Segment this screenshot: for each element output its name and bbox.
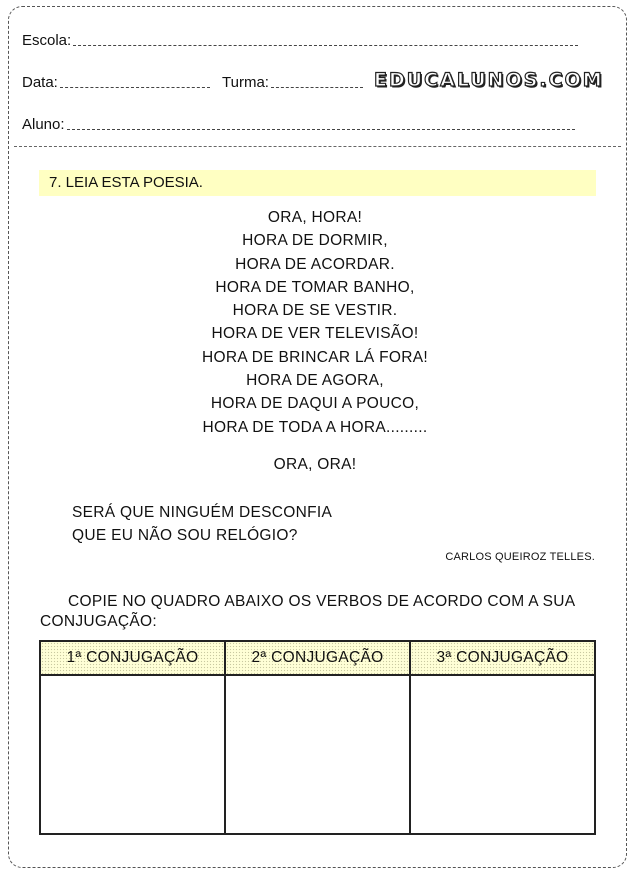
question-title: 7. LEIA ESTA POESIA. [39,170,596,196]
brand-logo: EDUCALUNOS.COM [374,69,604,91]
poem-line: HORA DE TOMAR BANHO, [215,278,415,296]
poem-line: HORA DE AGORA, [246,372,384,390]
poem-ending [72,502,332,547]
school-label: Escola: [22,32,72,49]
date-label: Data: [22,74,58,91]
class-input-line[interactable] [271,86,363,88]
answer-cell-first[interactable] [40,675,225,834]
header-second-conjugation: 2ª CONJUGAÇÃO [225,641,410,675]
poem-refrain: ORA, ORA! [273,456,357,473]
conjugation-table [39,640,596,835]
poem-line: HORA DE TODA A HORA......... [202,418,428,436]
poem-ending-line: SERÁ QUE NINGUÉM DESCONFIA [72,504,333,521]
poem-author: CARLOS QUEIROZ TELLES. [445,551,595,563]
poem-ending-line: QUE EU NÃO SOU RELÓGIO? [72,526,298,544]
class-label: Turma: [222,74,269,91]
header-third-conjugation: 3ª CONJUGAÇÃO [410,641,595,675]
poem-line: HORA DE DORMIR, [242,232,388,250]
poem-line: HORA DE BRINCAR LÁ FORA! [202,348,428,366]
poem-line: ORA, HORA! [267,209,363,226]
header-first-conjugation: 1ª CONJUGAÇÃO [40,641,225,675]
student-label: Aluno: [22,116,65,133]
header-separator [14,146,621,147]
student-field [22,116,575,133]
instruction-text: COPIE NO QUADRO ABAIXO OS VERBOS DE ACORDO COM A SUA CONJUGAÇÃO: [40,593,575,630]
school-field [22,32,578,49]
poem-line: HORA DE ACORDAR. [235,255,395,273]
school-input-line[interactable] [73,44,578,46]
answer-cell-second[interactable] [225,675,410,834]
student-input-line[interactable] [67,128,575,130]
poem-line: HORA DE VER TELEVISÃO! [211,325,419,343]
class-field [222,74,363,91]
date-input-line[interactable] [60,86,210,88]
poem-line: HORA DE DAQUI A POUCO, [210,395,420,413]
poem-stanza [130,206,500,439]
date-field [22,74,210,91]
poem-line: HORA DE SE VESTIR. [232,302,398,320]
answer-cell-third[interactable] [410,675,595,834]
